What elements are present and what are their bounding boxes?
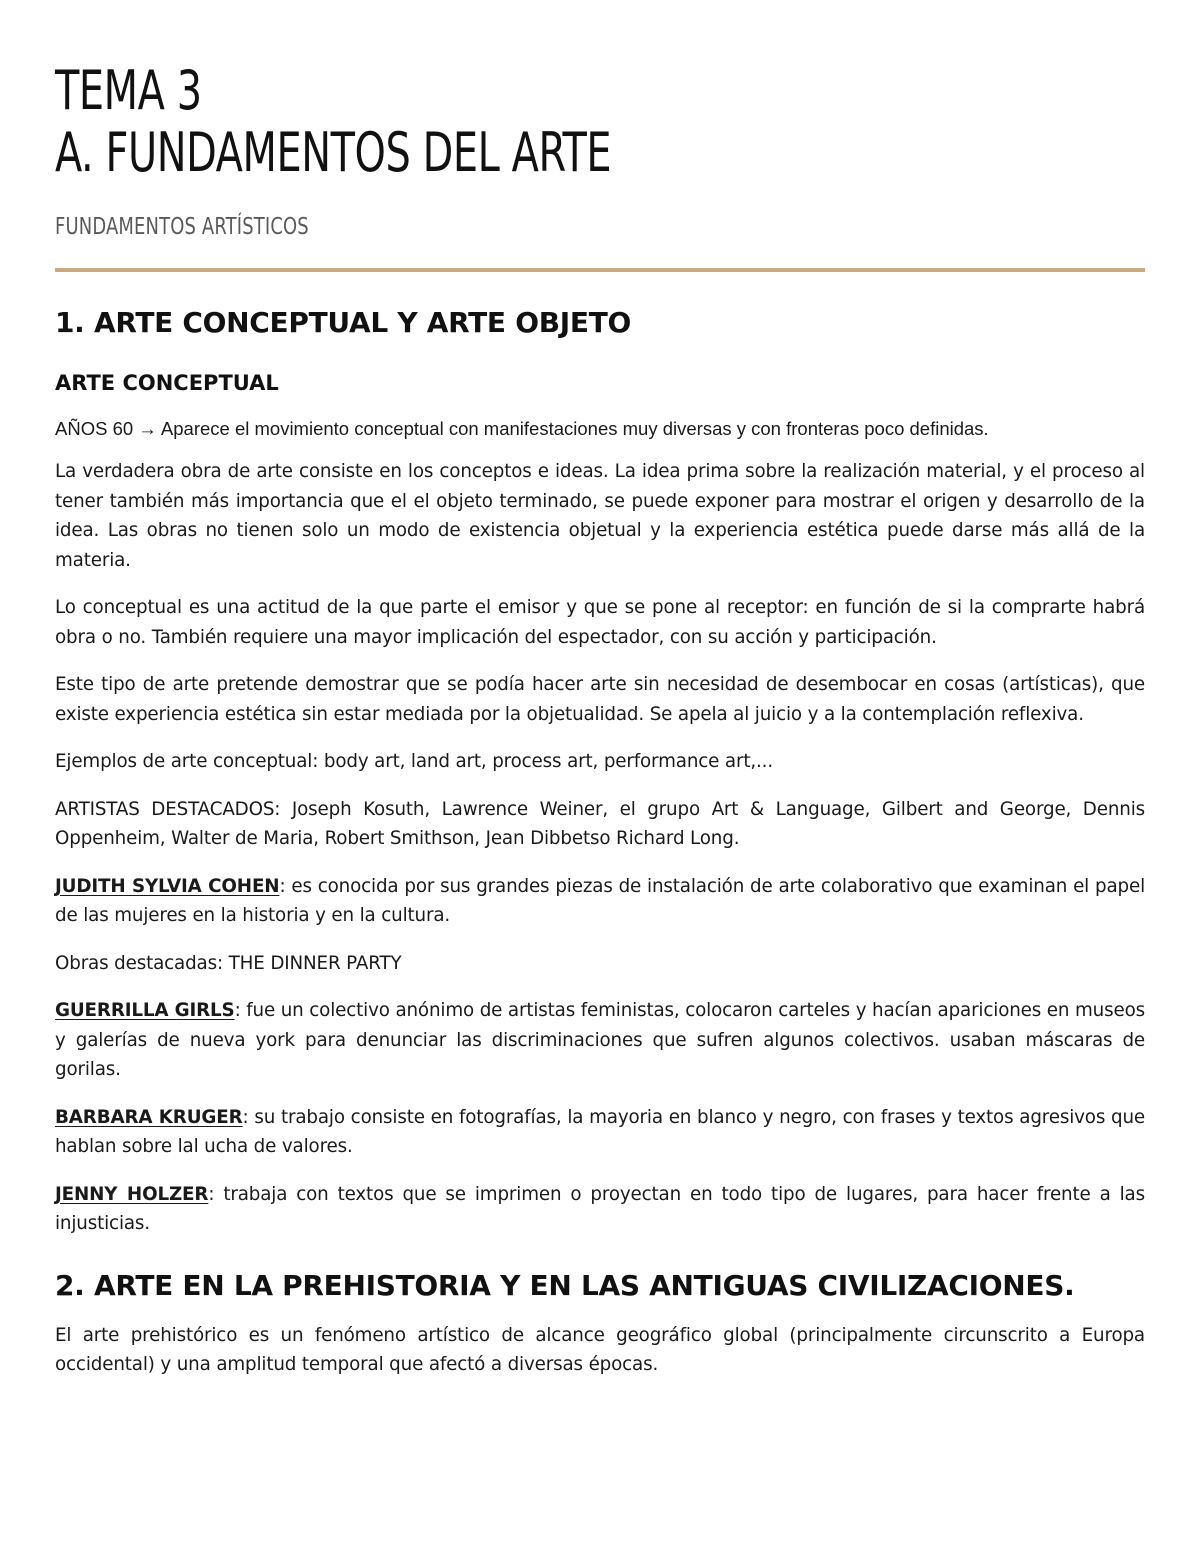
paragraph-examples: Ejemplos de arte conceptual: body art, land art, process art, performance art,... — [55, 751, 773, 772]
artist-paragraph-guerrilla — [55, 996, 1145, 1085]
paragraph-3: Este tipo de arte pretende demostrar que se podía hacer arte sin necesidad de desembocar en cosas (artísticas), que existe experiencia estética sin estar mediada por la objetualidad. Se apela al juicio y a la contemplación reflexiva. — [55, 674, 1145, 725]
header-divider — [55, 268, 1145, 272]
artist-name-holzer: JENNY HOLZER — [55, 1183, 209, 1205]
artist-text-guerrilla: : fue un colectivo anónimo de artistas feministas, colocaron carteles y hacían apariciones en museos y galerías de nueva york para denunciar las discriminaciones que sufren algunos colectivos. usaban máscaras de gorilas. — [55, 1000, 1145, 1080]
artist-paragraph-holzer — [55, 1180, 1145, 1239]
section-1-heading: 1. ARTE CONCEPTUAL Y ARTE OBJETO — [55, 306, 631, 339]
artist-text-holzer: : trabaja con textos que se imprimen o proyectan en todo tipo de lugares, para hacer frente a las injusticias. — [55, 1183, 1145, 1234]
section-2-paragraph-1: El arte prehistórico es un fenómeno artístico de alcance geográfico global (principalmente circunscrito a Europa occidental) y una amplitud temporal que afectó a diversas épocas. — [55, 1324, 1145, 1375]
subtitle: FUNDAMENTOS ARTÍSTICOS — [55, 214, 309, 240]
title-line-1: TEMA 3 — [55, 59, 202, 122]
section-2-heading: 2. ARTE EN LA PREHISTORIA Y EN LAS ANTIGUAS CIVILIZACIONES. — [55, 1268, 1075, 1302]
artist-paragraph-cohen — [55, 872, 1145, 931]
artist-text-cohen: : es conocida por sus grandes piezas de instalación de arte colaborativo que examinan el papel de las mujeres en la historia y en la cultura. — [55, 875, 1145, 926]
artist-paragraph-kruger — [55, 1103, 1145, 1162]
paragraph-obras: Obras destacadas: THE DINNER PARTY — [55, 952, 402, 974]
paragraph-artists: ARTISTAS DESTACADOS: Joseph Kosuth, Lawrence Weiner, el grupo Art & Language, Gilbert and George, Dennis Oppenheim, Walter de Maria, Robert Smithson, Jean Dibbetso Richard Long. — [55, 798, 1145, 849]
paragraph-intro: AÑOS 60 → Aparece el movimiento conceptual con manifestaciones muy diversas y con fronteras poco definidas. — [55, 418, 989, 439]
subsection-heading-arte-conceptual: ARTE CONCEPTUAL — [55, 371, 279, 395]
document-page — [55, 60, 1145, 1380]
artist-name-guerrilla: GUERRILLA GIRLS — [55, 1000, 235, 1021]
title-line-2: A. FUNDAMENTOS DEL ARTE — [55, 121, 612, 184]
paragraph-1: La verdadera obra de arte consiste en los conceptos e ideas. La idea prima sobre la realización material, y el proceso al tener también más importancia que el el objeto terminado, se puede exponer para mostrar el origen y desarrollo de la idea. Las obras no tienen solo un modo de existencia objetual y la experiencia estética puede darse más allá de la materia. — [55, 461, 1145, 571]
artist-name-cohen: JUDITH SYLVIA COHEN — [55, 875, 280, 897]
artist-name-kruger: BARBARA KRUGER — [55, 1106, 243, 1128]
artist-text-kruger: : su trabajo consiste en fotografías, la mayoria en blanco y negro, con frases y textos agresivos que hablan sobre lal ucha de valores. — [55, 1106, 1146, 1157]
paragraph-2: Lo conceptual es una actitud de la que parte el emisor y que se pone al receptor: en función de si la comprarte habrá obra o no. También requiere una mayor implicación del espectador, con su acción y participación. — [55, 597, 1145, 648]
